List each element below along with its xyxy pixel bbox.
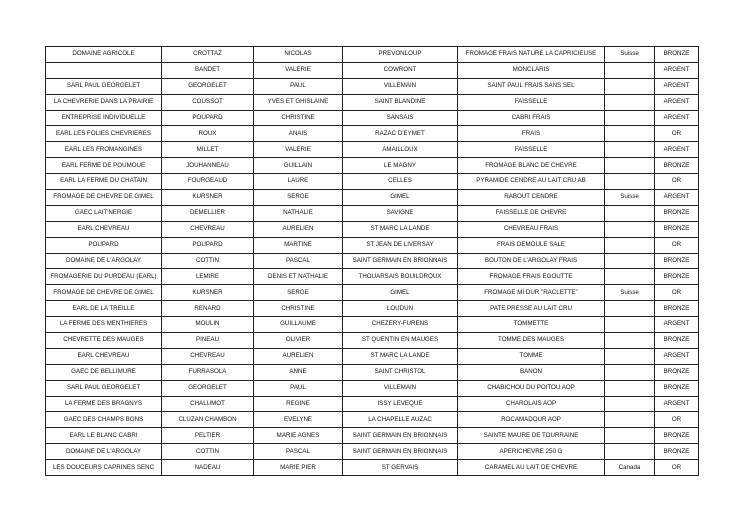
product-name-cell: BOUTON DE L'ARGOLAY FRAIS — [458, 253, 605, 269]
farm-name-cell: CHEVRETTE DES MAUGES — [46, 333, 162, 349]
table-row — [46, 317, 699, 333]
first-name-cell: ANAIS — [254, 126, 343, 142]
farm-name-cell: SARL PAUL GEORGELET — [46, 78, 162, 94]
product-name-cell: FROMAGE MI DUR "RACLETTE" — [458, 285, 605, 301]
town-cell: RAZAC D'EYMET — [343, 126, 458, 142]
last-name-cell: GEORGELET — [162, 78, 254, 94]
first-name-cell: PAUL — [254, 78, 343, 94]
last-name-cell: KURSNER — [162, 285, 254, 301]
product-name-cell: TOMME — [458, 348, 605, 364]
medal-cell: BRONZE — [655, 253, 699, 269]
first-name-cell: GUILLAUME — [254, 317, 343, 333]
town-cell: PREVONLOUP — [343, 47, 458, 63]
medal-cell: OR — [655, 174, 699, 190]
country-cell — [605, 333, 655, 349]
last-name-cell: FOURGEAUD — [162, 174, 254, 190]
medal-cell: ARGENT — [655, 110, 699, 126]
table-row — [46, 269, 699, 285]
country-cell — [605, 126, 655, 142]
first-name-cell: PASCAL — [254, 253, 343, 269]
country-cell: Canada — [605, 460, 655, 476]
last-name-cell: COUSSOT — [162, 94, 254, 110]
town-cell: ST MARC LA LANDE — [343, 348, 458, 364]
last-name-cell: MOULIN — [162, 317, 254, 333]
medal-cell: BRONZE — [655, 158, 699, 174]
table-row — [46, 348, 699, 364]
last-name-cell: CHEVREAU — [162, 221, 254, 237]
farm-name-cell: EARL LES FROMANGINES — [46, 142, 162, 158]
country-cell — [605, 380, 655, 396]
last-name-cell: NADEAU — [162, 460, 254, 476]
table-row — [46, 460, 699, 476]
town-cell: ST GERVAIS — [343, 460, 458, 476]
table-row — [46, 126, 699, 142]
country-cell: Suisse — [605, 47, 655, 63]
farm-name-cell: EARL LA FERME DU CHATAIN — [46, 174, 162, 190]
country-cell — [605, 412, 655, 428]
medal-cell: BRONZE — [655, 428, 699, 444]
results-table — [45, 46, 699, 476]
country-cell — [605, 364, 655, 380]
last-name-cell: DEMELLIER — [162, 205, 254, 221]
first-name-cell: VALERIE — [254, 62, 343, 78]
first-name-cell: CHRISTINE — [254, 301, 343, 317]
last-name-cell: RENARD — [162, 301, 254, 317]
medal-cell: ARGENT — [655, 142, 699, 158]
last-name-cell: CROTTAZ — [162, 47, 254, 63]
table-row — [46, 253, 699, 269]
medal-cell: ARGENT — [655, 396, 699, 412]
first-name-cell: LAURE — [254, 174, 343, 190]
product-name-cell: BANON — [458, 364, 605, 380]
product-name-cell: FAISSELLE — [458, 142, 605, 158]
medal-cell: BRONZE — [655, 364, 699, 380]
product-name-cell: FAISSELLE — [458, 94, 605, 110]
last-name-cell: CHEVREAU — [162, 348, 254, 364]
product-name-cell: CHEVREAU FRAIS — [458, 221, 605, 237]
first-name-cell: OLIVIER — [254, 333, 343, 349]
last-name-cell: GEORGELET — [162, 380, 254, 396]
farm-name-cell: DOMAINE DE L'ARGOLAY — [46, 444, 162, 460]
first-name-cell: DENIS ET NATHALIE — [254, 269, 343, 285]
last-name-cell: LEMIRE — [162, 269, 254, 285]
country-cell — [605, 237, 655, 253]
medal-cell: OR — [655, 237, 699, 253]
country-cell — [605, 444, 655, 460]
farm-name-cell: LES DOUCEURS CAPRINES SENC — [46, 460, 162, 476]
town-cell: CELLES — [343, 174, 458, 190]
town-cell: AMAILLOUX — [343, 142, 458, 158]
town-cell: LE MAGNY — [343, 158, 458, 174]
product-name-cell: APERICHEVRE 250 G — [458, 444, 605, 460]
first-name-cell: ANNE — [254, 364, 343, 380]
medal-cell: ARGENT — [655, 190, 699, 206]
last-name-cell: PINEAU — [162, 333, 254, 349]
town-cell: ISSY LEVEQUE — [343, 396, 458, 412]
country-cell — [605, 301, 655, 317]
product-name-cell: SAINT PAUL FRAIS SANS SEL — [458, 78, 605, 94]
first-name-cell: VALERIE — [254, 142, 343, 158]
table-row — [46, 221, 699, 237]
first-name-cell: MARTINE — [254, 237, 343, 253]
product-name-cell: FROMAGE FRAIS NATURE LA CAPRICIEUSE — [458, 47, 605, 63]
country-cell — [605, 396, 655, 412]
town-cell: LOUDUN — [343, 301, 458, 317]
country-cell — [605, 428, 655, 444]
last-name-cell: MILLET — [162, 142, 254, 158]
first-name-cell: NATHALIE — [254, 205, 343, 221]
last-name-cell: POUPARD — [162, 237, 254, 253]
product-name-cell: ROCAMADOUR AOP — [458, 412, 605, 428]
product-name-cell: SAINTE MAURE DE TOURRAINE — [458, 428, 605, 444]
last-name-cell: PELTIER — [162, 428, 254, 444]
first-name-cell: SERGE — [254, 285, 343, 301]
country-cell — [605, 317, 655, 333]
town-cell: GIMEL — [343, 190, 458, 206]
town-cell: SANSAIS — [343, 110, 458, 126]
first-name-cell: MARIE PIER — [254, 460, 343, 476]
medal-cell: OR — [655, 412, 699, 428]
last-name-cell: CLUZAN CHAMBON — [162, 412, 254, 428]
farm-name-cell: LA FERME DES BRAGNYS — [46, 396, 162, 412]
product-name-cell: CABRI FRAIS — [458, 110, 605, 126]
medal-cell: BRONZE — [655, 301, 699, 317]
last-name-cell: POUPARD — [162, 110, 254, 126]
last-name-cell: COTTIN — [162, 253, 254, 269]
table-row — [46, 428, 699, 444]
farm-name-cell: FROMAGE DE CHEVRE DE GIMEL — [46, 190, 162, 206]
country-cell — [605, 158, 655, 174]
farm-name-cell: EARL LES FOLIES CHEVRIERES — [46, 126, 162, 142]
product-name-cell: FRAIS — [458, 126, 605, 142]
farm-name-cell: DOMAINE AGRICOLE — [46, 47, 162, 63]
product-name-cell: FAISSELLE DE CHEVRE — [458, 205, 605, 221]
medal-cell: ARGENT — [655, 348, 699, 364]
country-cell — [605, 253, 655, 269]
town-cell: COWRONT — [343, 62, 458, 78]
town-cell: ST JEAN DE LIVERSAY — [343, 237, 458, 253]
table-row — [46, 364, 699, 380]
first-name-cell: PAUL — [254, 380, 343, 396]
last-name-cell: FURRASOLA — [162, 364, 254, 380]
country-cell: Suisse — [605, 190, 655, 206]
farm-name-cell: EARL CHEVREAU — [46, 348, 162, 364]
table-row — [46, 190, 699, 206]
farm-name-cell — [46, 62, 162, 78]
country-cell — [605, 94, 655, 110]
table-row — [46, 301, 699, 317]
first-name-cell: REGINE — [254, 396, 343, 412]
farm-name-cell: GAEC LAIT'NERGIE — [46, 205, 162, 221]
farm-name-cell: GAEC DE BELLIMURE — [46, 364, 162, 380]
medal-cell: BRONZE — [655, 205, 699, 221]
farm-name-cell: EARL DE LA TREILLE — [46, 301, 162, 317]
farm-name-cell: GAEC DES CHAMPS BONS — [46, 412, 162, 428]
table-row — [46, 237, 699, 253]
town-cell: SAINT CHRISTOL — [343, 364, 458, 380]
town-cell: SAVIGNE — [343, 205, 458, 221]
product-name-cell: FRAIS DEMOULE SALE — [458, 237, 605, 253]
first-name-cell: GUILLAIN — [254, 158, 343, 174]
country-cell — [605, 348, 655, 364]
table-row — [46, 444, 699, 460]
farm-name-cell: EARL LE BLANC CABRI — [46, 428, 162, 444]
country-cell — [605, 205, 655, 221]
product-name-cell: PYRAMIDE CENDRE AU LAIT CRU AB — [458, 174, 605, 190]
table-row — [46, 110, 699, 126]
last-name-cell: COTTIN — [162, 444, 254, 460]
medal-cell: BRONZE — [655, 269, 699, 285]
first-name-cell: AURELIEN — [254, 221, 343, 237]
town-cell: VILLEMAIN — [343, 380, 458, 396]
results-table-body — [46, 47, 699, 476]
farm-name-cell: FROMAGERIE DU PURDEAU (EARL) — [46, 269, 162, 285]
product-name-cell: TOMMETTE — [458, 317, 605, 333]
town-cell: GIMEL — [343, 285, 458, 301]
town-cell: ST QUENTIN EN MAUGES — [343, 333, 458, 349]
town-cell: ST MARC LA LANDE — [343, 221, 458, 237]
town-cell: CHEZERY-FURENS — [343, 317, 458, 333]
country-cell — [605, 221, 655, 237]
last-name-cell: BANDET — [162, 62, 254, 78]
country-cell: Suisse — [605, 285, 655, 301]
table-row — [46, 412, 699, 428]
farm-name-cell: SARL PAUL GEORGELET — [46, 380, 162, 396]
product-name-cell: TOMME DES MAUGES — [458, 333, 605, 349]
product-name-cell: CARAMEL AU LAIT DE CHEVRE — [458, 460, 605, 476]
last-name-cell: CHALUMOT — [162, 396, 254, 412]
table-row — [46, 78, 699, 94]
table-row — [46, 142, 699, 158]
product-name-cell: CHAROLAIS AOP — [458, 396, 605, 412]
last-name-cell: JOUHANNEAU — [162, 158, 254, 174]
country-cell — [605, 174, 655, 190]
first-name-cell: EVELYNE — [254, 412, 343, 428]
country-cell — [605, 62, 655, 78]
last-name-cell: ROUX — [162, 126, 254, 142]
table-row — [46, 47, 699, 63]
first-name-cell: PASCAL — [254, 444, 343, 460]
table-row — [46, 62, 699, 78]
first-name-cell: MARIE AGNES — [254, 428, 343, 444]
medal-cell: BRONZE — [655, 333, 699, 349]
table-row — [46, 174, 699, 190]
first-name-cell: SERGE — [254, 190, 343, 206]
medal-cell: ARGENT — [655, 78, 699, 94]
product-name-cell: FROMAGE BLANC DE CHEVRE — [458, 158, 605, 174]
farm-name-cell: POUPARD — [46, 237, 162, 253]
first-name-cell: AURELIEN — [254, 348, 343, 364]
medal-cell: ARGENT — [655, 317, 699, 333]
medal-cell: BRONZE — [655, 221, 699, 237]
product-name-cell: RABOUT CENDRE — [458, 190, 605, 206]
table-row — [46, 205, 699, 221]
first-name-cell: YVES ET GHISLAINE — [254, 94, 343, 110]
farm-name-cell: LA FERME DES MENTHIERES — [46, 317, 162, 333]
table-row — [46, 158, 699, 174]
town-cell: THOUARSAIS BOUILDROUX — [343, 269, 458, 285]
country-cell — [605, 78, 655, 94]
town-cell: SAINT GERMAIN EN BRIONNAIS — [343, 428, 458, 444]
medal-cell: OR — [655, 126, 699, 142]
farm-name-cell: EARL FERME DE POUMOUE — [46, 158, 162, 174]
medal-cell: BRONZE — [655, 380, 699, 396]
farm-name-cell: ENTREPRISE INDIVIDUELLE — [46, 110, 162, 126]
table-row — [46, 94, 699, 110]
medal-cell: ARGENT — [655, 62, 699, 78]
town-cell: SAINT BLANDINE — [343, 94, 458, 110]
table-row — [46, 380, 699, 396]
product-name-cell: PATE PRESSE AU LAIT CRU — [458, 301, 605, 317]
medal-cell: ARGENT — [655, 94, 699, 110]
farm-name-cell: DOMAINE DE L'ARGOLAY — [46, 253, 162, 269]
town-cell: SAINT GERMAIN EN BRIONNAIS — [343, 444, 458, 460]
farm-name-cell: FROMAGE DE CHEVRE DE GIMEL — [46, 285, 162, 301]
country-cell — [605, 110, 655, 126]
medal-cell: OR — [655, 285, 699, 301]
farm-name-cell: EARL CHEVREAU — [46, 221, 162, 237]
town-cell: VILLEMAIN — [343, 78, 458, 94]
table-row — [46, 396, 699, 412]
first-name-cell: NICOLAS — [254, 47, 343, 63]
medal-cell: BRONZE — [655, 47, 699, 63]
farm-name-cell: LA CHEVRERIE DANS LA PRAIRIE — [46, 94, 162, 110]
town-cell: SAINT GERMAIN EN BRIONNAIS — [343, 253, 458, 269]
town-cell: LA CHAPELLE AUZAC — [343, 412, 458, 428]
table-row — [46, 285, 699, 301]
last-name-cell: KURSNER — [162, 190, 254, 206]
product-name-cell: CHABICHOU DU POITOU AOP — [458, 380, 605, 396]
product-name-cell: FROMAGE FRAIS EGOUTTE — [458, 269, 605, 285]
medal-cell: OR — [655, 460, 699, 476]
country-cell — [605, 142, 655, 158]
medal-cell: BRONZE — [655, 444, 699, 460]
country-cell — [605, 269, 655, 285]
first-name-cell: CHRISTINE — [254, 110, 343, 126]
table-row — [46, 333, 699, 349]
product-name-cell: MONCLARIS — [458, 62, 605, 78]
